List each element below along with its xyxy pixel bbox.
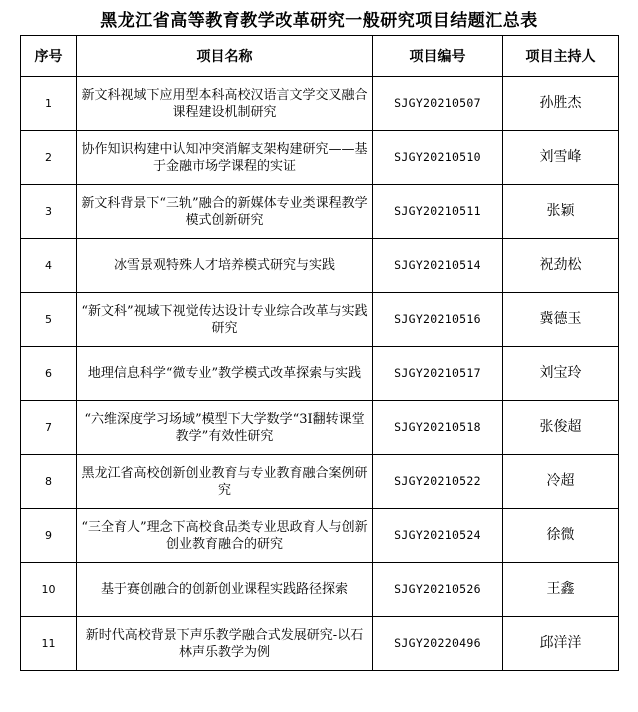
cell-project-code: SJGY20210510 <box>373 131 503 185</box>
table-row <box>21 455 619 509</box>
table-row <box>21 131 619 185</box>
column-header-index: 序号 <box>21 36 77 77</box>
cell-project-code: SJGY20210526 <box>373 563 503 617</box>
column-header-name: 项目名称 <box>77 36 373 77</box>
cell-project-code: SJGY20210524 <box>373 509 503 563</box>
table-header-row <box>21 36 619 77</box>
cell-project-host: 刘雪峰 <box>503 131 619 185</box>
cell-project-host: 邱洋洋 <box>503 617 619 671</box>
cell-project-host: 孙胜杰 <box>503 77 619 131</box>
cell-project-code: SJGY20210518 <box>373 401 503 455</box>
cell-index: 8 <box>21 455 77 509</box>
cell-project-code: SJGY20220496 <box>373 617 503 671</box>
table-row <box>21 77 619 131</box>
table-row <box>21 617 619 671</box>
cell-index: 6 <box>21 347 77 401</box>
page-title: 黑龙江省高等教育教学改革研究一般研究项目结题汇总表 <box>100 11 538 31</box>
table-row <box>21 185 619 239</box>
table-row <box>21 293 619 347</box>
cell-project-name: 基于赛创融合的创新创业课程实践路径探索 <box>77 563 373 617</box>
cell-project-code: SJGY20210516 <box>373 293 503 347</box>
cell-project-host: 王鑫 <box>503 563 619 617</box>
cell-index: 7 <box>21 401 77 455</box>
cell-index: 9 <box>21 509 77 563</box>
cell-project-name: 黑龙江省高校创新创业教育与专业教育融合案例研究 <box>77 455 373 509</box>
cell-project-name: 新文科背景下“三轨”融合的新媒体专业类课程教学模式创新研究 <box>77 185 373 239</box>
project-table <box>20 35 619 671</box>
cell-project-name: 冰雪景观特殊人才培养模式研究与实践 <box>77 239 373 293</box>
cell-project-code: SJGY20210511 <box>373 185 503 239</box>
cell-project-name: 地理信息科学“微专业”教学模式改革探索与实践 <box>77 347 373 401</box>
cell-index: 2 <box>21 131 77 185</box>
table-row <box>21 509 619 563</box>
cell-project-host: 冀德玉 <box>503 293 619 347</box>
cell-index: 10 <box>21 563 77 617</box>
cell-project-host: 祝劲松 <box>503 239 619 293</box>
cell-project-host: 张俊超 <box>503 401 619 455</box>
table-row <box>21 347 619 401</box>
cell-project-name: “新文科”视域下视觉传达设计专业综合改革与实践研究 <box>77 293 373 347</box>
cell-project-host: 冷超 <box>503 455 619 509</box>
cell-project-host: 张颖 <box>503 185 619 239</box>
table-row <box>21 401 619 455</box>
cell-project-code: SJGY20210517 <box>373 347 503 401</box>
cell-index: 4 <box>21 239 77 293</box>
cell-project-name: 新文科视域下应用型本科高校汉语言文学交叉融合课程建设机制研究 <box>77 77 373 131</box>
table-row <box>21 239 619 293</box>
table-row <box>21 563 619 617</box>
cell-project-name: “三全育人”理念下高校食品类专业思政育人与创新创业教育融合的研究 <box>77 509 373 563</box>
cell-project-code: SJGY20210522 <box>373 455 503 509</box>
cell-project-name: 协作知识构建中认知冲突消解支架构建研究——基于金融市场学课程的实证 <box>77 131 373 185</box>
cell-project-host: 徐微 <box>503 509 619 563</box>
cell-index: 1 <box>21 77 77 131</box>
column-header-code: 项目编号 <box>373 36 503 77</box>
cell-project-name: “六维深度学习场域”模型下大学数学“3I翻转课堂教学”有效性研究 <box>77 401 373 455</box>
cell-project-name: 新时代高校背景下声乐教学融合式发展研究-以石林声乐教学为例 <box>77 617 373 671</box>
cell-project-host: 刘宝玲 <box>503 347 619 401</box>
cell-project-code: SJGY20210514 <box>373 239 503 293</box>
cell-index: 5 <box>21 293 77 347</box>
cell-index: 11 <box>21 617 77 671</box>
column-header-host: 项目主持人 <box>503 36 619 77</box>
cell-project-code: SJGY20210507 <box>373 77 503 131</box>
cell-index: 3 <box>21 185 77 239</box>
